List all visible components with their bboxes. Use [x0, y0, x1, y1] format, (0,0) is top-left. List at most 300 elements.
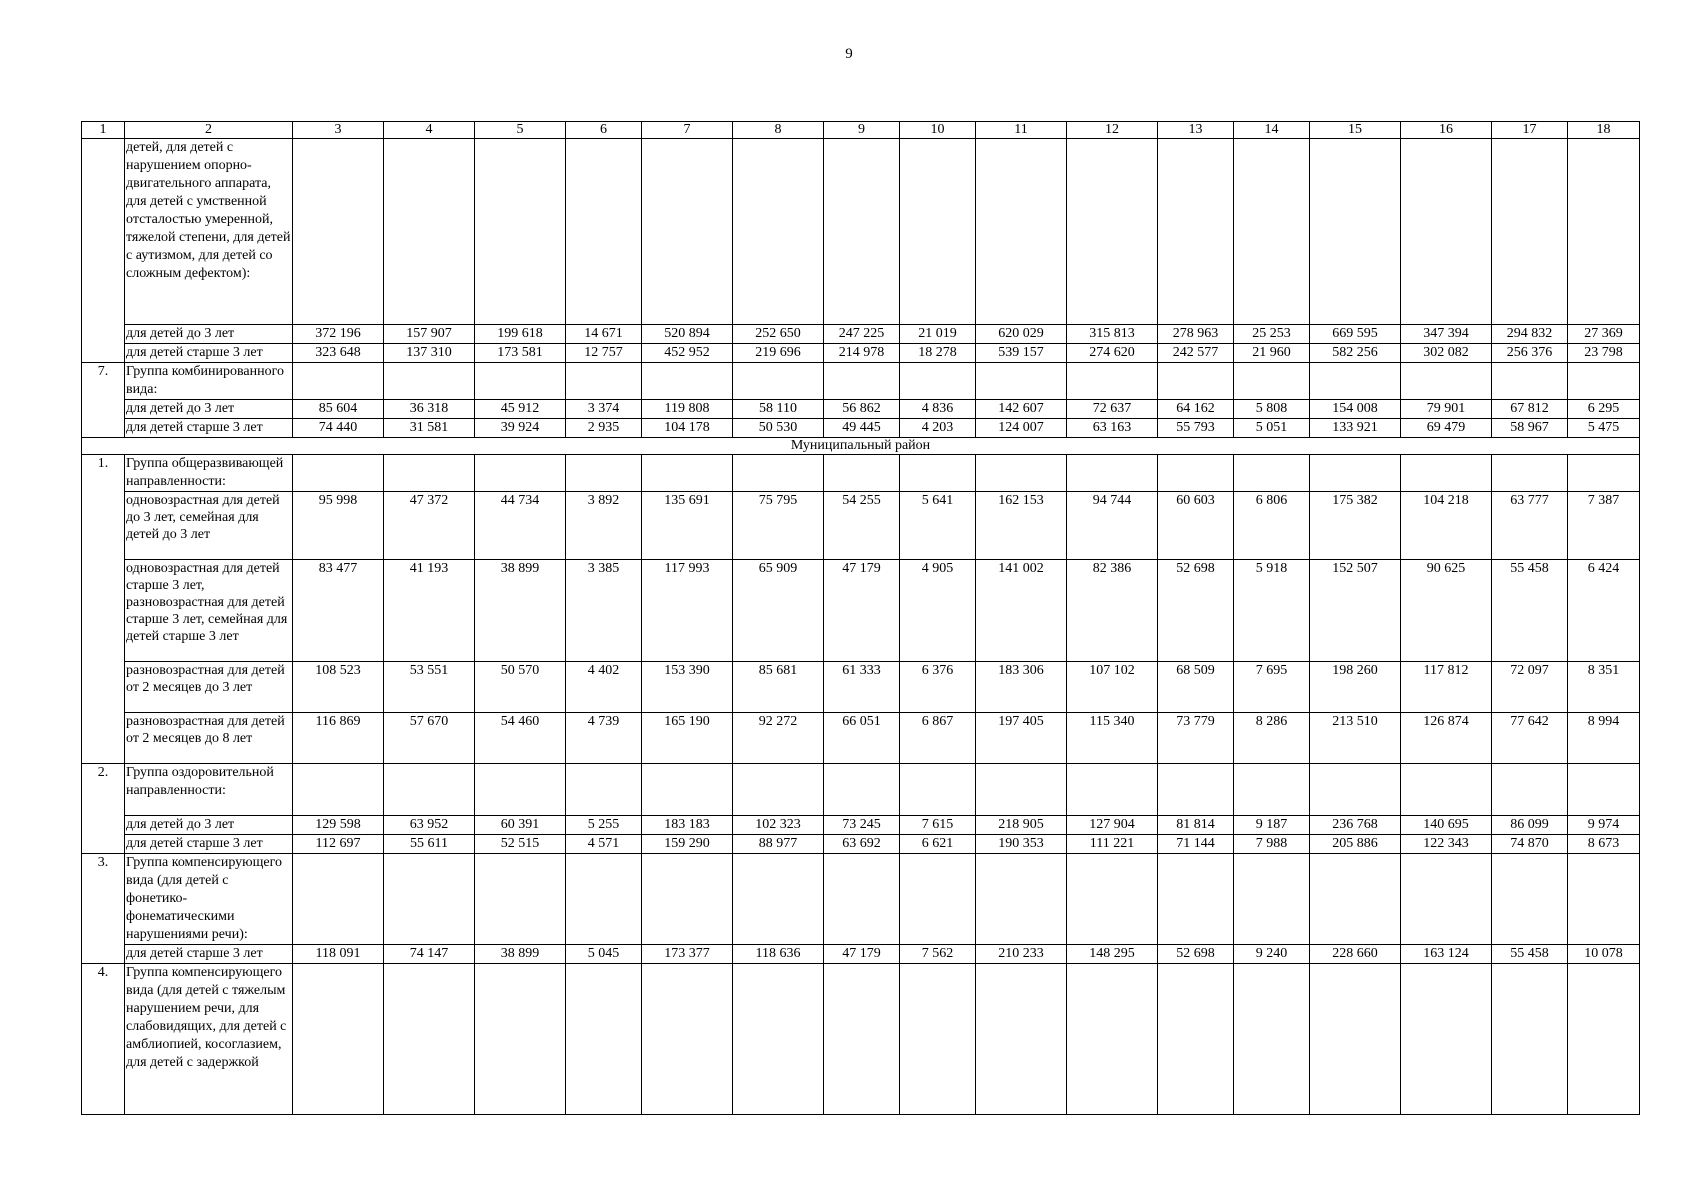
empty-cell: [1568, 964, 1640, 1115]
row-label: для детей до 3 лет: [125, 400, 293, 419]
empty-cell: [1492, 455, 1568, 492]
empty-cell: [976, 854, 1067, 945]
empty-cell: [824, 363, 900, 400]
value-cell: 8 286: [1234, 713, 1310, 764]
value-cell: 47 372: [384, 492, 475, 560]
value-cell: 126 874: [1401, 713, 1492, 764]
value-cell: 82 386: [1067, 560, 1158, 662]
table-row: [82, 662, 1640, 713]
value-cell: 55 611: [384, 835, 475, 854]
value-cell: 135 691: [642, 492, 733, 560]
value-cell: 294 832: [1492, 325, 1568, 344]
value-cell: 61 333: [824, 662, 900, 713]
value-cell: 60 391: [475, 816, 566, 835]
value-cell: 302 082: [1401, 344, 1492, 363]
tariff-table: [81, 121, 1640, 1115]
value-cell: 56 862: [824, 400, 900, 419]
value-cell: 52 515: [475, 835, 566, 854]
empty-cell: [293, 455, 384, 492]
value-cell: 3 374: [566, 400, 642, 419]
empty-cell: [733, 455, 824, 492]
empty-cell: [1492, 964, 1568, 1115]
value-cell: 73 245: [824, 816, 900, 835]
value-cell: 236 768: [1310, 816, 1401, 835]
empty-cell: [475, 139, 566, 325]
empty-cell: [976, 363, 1067, 400]
empty-cell: [384, 964, 475, 1115]
empty-cell: [1158, 455, 1234, 492]
value-cell: 218 905: [976, 816, 1067, 835]
empty-cell: [1067, 764, 1158, 816]
value-cell: 183 306: [976, 662, 1067, 713]
value-cell: 65 909: [733, 560, 824, 662]
group-row: [82, 964, 1640, 1115]
value-cell: 74 440: [293, 419, 384, 438]
value-cell: 21 019: [900, 325, 976, 344]
value-cell: 7 695: [1234, 662, 1310, 713]
empty-cell: [566, 854, 642, 945]
empty-cell: [824, 964, 900, 1115]
value-cell: 159 290: [642, 835, 733, 854]
empty-cell: [1310, 854, 1401, 945]
value-cell: 41 193: [384, 560, 475, 662]
value-cell: 190 353: [976, 835, 1067, 854]
row-label: для детей до 3 лет: [125, 816, 293, 835]
row-label: одновозрастная для детей до 3 лет, семейная для детей до 3 лет: [125, 492, 293, 560]
value-cell: 520 894: [642, 325, 733, 344]
value-cell: 3 385: [566, 560, 642, 662]
value-cell: 38 899: [475, 560, 566, 662]
section-row: [82, 438, 1640, 455]
value-cell: 219 696: [733, 344, 824, 363]
value-cell: 38 899: [475, 945, 566, 964]
value-cell: 3 892: [566, 492, 642, 560]
value-cell: 115 340: [1067, 713, 1158, 764]
header-cell: 12: [1067, 122, 1158, 139]
value-cell: 140 695: [1401, 816, 1492, 835]
empty-cell: [1492, 139, 1568, 325]
value-cell: 4 836: [900, 400, 976, 419]
empty-cell: [384, 854, 475, 945]
page-number: 9: [845, 46, 853, 62]
value-cell: 4 402: [566, 662, 642, 713]
empty-cell: [566, 964, 642, 1115]
header-cell: 18: [1568, 122, 1640, 139]
empty-cell: [475, 854, 566, 945]
value-cell: 64 162: [1158, 400, 1234, 419]
empty-cell: [566, 363, 642, 400]
header-cell: 3: [293, 122, 384, 139]
value-cell: 116 869: [293, 713, 384, 764]
value-cell: 94 744: [1067, 492, 1158, 560]
empty-cell: [1492, 764, 1568, 816]
empty-cell: [475, 764, 566, 816]
value-cell: 228 660: [1310, 945, 1401, 964]
value-cell: 6 621: [900, 835, 976, 854]
empty-cell: [384, 139, 475, 325]
value-cell: 142 607: [976, 400, 1067, 419]
empty-cell: [976, 764, 1067, 816]
value-cell: 119 808: [642, 400, 733, 419]
empty-cell: [733, 964, 824, 1115]
table-row: [82, 344, 1640, 363]
row-label: разновозрастная для детей от 2 месяцев до 3 лет: [125, 662, 293, 713]
value-cell: 58 967: [1492, 419, 1568, 438]
value-cell: 256 376: [1492, 344, 1568, 363]
empty-cell: [293, 363, 384, 400]
empty-cell: [1401, 139, 1492, 325]
value-cell: 47 179: [824, 945, 900, 964]
value-cell: 67 812: [1492, 400, 1568, 419]
empty-cell: [900, 764, 976, 816]
group-index: 2.: [82, 764, 125, 854]
row-label: для детей старше 3 лет: [125, 835, 293, 854]
value-cell: 9 974: [1568, 816, 1640, 835]
group-label: Группа компенсирующего вида (для детей с тяжелым нарушением речи, для слабовидящих, для детей с амблиопией, косоглазием, для детей с задержкой: [125, 964, 293, 1115]
empty-cell: [1310, 139, 1401, 325]
empty-cell: [1158, 964, 1234, 1115]
empty-cell: [733, 363, 824, 400]
value-cell: 148 295: [1067, 945, 1158, 964]
row-label: для детей старше 3 лет: [125, 344, 293, 363]
value-cell: 55 458: [1492, 945, 1568, 964]
value-cell: 157 907: [384, 325, 475, 344]
empty-cell: [1568, 363, 1640, 400]
value-cell: 129 598: [293, 816, 384, 835]
empty-cell: [1234, 139, 1310, 325]
value-cell: 247 225: [824, 325, 900, 344]
row-label: для детей до 3 лет: [125, 325, 293, 344]
value-cell: 85 681: [733, 662, 824, 713]
value-cell: 8 351: [1568, 662, 1640, 713]
value-cell: 9 240: [1234, 945, 1310, 964]
value-cell: 111 221: [1067, 835, 1158, 854]
table-row: [82, 419, 1640, 438]
value-cell: 5 641: [900, 492, 976, 560]
value-cell: 242 577: [1158, 344, 1234, 363]
value-cell: 25 253: [1234, 325, 1310, 344]
header-cell: 7: [642, 122, 733, 139]
empty-cell: [1310, 764, 1401, 816]
value-cell: 347 394: [1401, 325, 1492, 344]
value-cell: 104 218: [1401, 492, 1492, 560]
value-cell: 50 570: [475, 662, 566, 713]
empty-cell: [824, 854, 900, 945]
value-cell: 5 918: [1234, 560, 1310, 662]
value-cell: 23 798: [1568, 344, 1640, 363]
empty-cell: [1568, 764, 1640, 816]
empty-cell: [900, 363, 976, 400]
empty-cell: [1234, 363, 1310, 400]
value-cell: 71 144: [1158, 835, 1234, 854]
value-cell: 539 157: [976, 344, 1067, 363]
value-cell: 31 581: [384, 419, 475, 438]
empty-cell: [1310, 964, 1401, 1115]
group-label: детей, для детей с нарушением опорно-двигательного аппарата, для детей с умственной отсталостью умеренной, тяжелой степени, для детей с аутизмом, для детей со сложным дефектом):: [125, 139, 293, 325]
value-cell: 183 183: [642, 816, 733, 835]
empty-cell: [824, 764, 900, 816]
value-cell: 63 692: [824, 835, 900, 854]
value-cell: 8 994: [1568, 713, 1640, 764]
group-index: [82, 139, 125, 363]
value-cell: 55 793: [1158, 419, 1234, 438]
value-cell: 154 008: [1310, 400, 1401, 419]
value-cell: 63 163: [1067, 419, 1158, 438]
empty-cell: [293, 764, 384, 816]
value-cell: 6 376: [900, 662, 976, 713]
value-cell: 53 551: [384, 662, 475, 713]
value-cell: 127 904: [1067, 816, 1158, 835]
empty-cell: [1234, 964, 1310, 1115]
value-cell: 27 369: [1568, 325, 1640, 344]
header-cell: 9: [824, 122, 900, 139]
value-cell: 73 779: [1158, 713, 1234, 764]
value-cell: 88 977: [733, 835, 824, 854]
header-cell: 6: [566, 122, 642, 139]
empty-cell: [293, 139, 384, 325]
value-cell: 5 255: [566, 816, 642, 835]
value-cell: 102 323: [733, 816, 824, 835]
value-cell: 39 924: [475, 419, 566, 438]
header-cell: 8: [733, 122, 824, 139]
value-cell: 72 637: [1067, 400, 1158, 419]
empty-cell: [1158, 764, 1234, 816]
value-cell: 210 233: [976, 945, 1067, 964]
value-cell: 52 698: [1158, 945, 1234, 964]
empty-cell: [1401, 455, 1492, 492]
value-cell: 5 045: [566, 945, 642, 964]
value-cell: 95 998: [293, 492, 384, 560]
empty-cell: [1158, 363, 1234, 400]
table-row: [82, 945, 1640, 964]
empty-cell: [1401, 764, 1492, 816]
empty-cell: [976, 139, 1067, 325]
value-cell: 57 670: [384, 713, 475, 764]
empty-cell: [1067, 964, 1158, 1115]
empty-cell: [900, 854, 976, 945]
empty-cell: [733, 139, 824, 325]
value-cell: 47 179: [824, 560, 900, 662]
header-cell: 14: [1234, 122, 1310, 139]
value-cell: 108 523: [293, 662, 384, 713]
value-cell: 68 509: [1158, 662, 1234, 713]
empty-cell: [384, 455, 475, 492]
empty-cell: [475, 455, 566, 492]
value-cell: 173 581: [475, 344, 566, 363]
empty-cell: [900, 139, 976, 325]
group-row: [82, 854, 1640, 945]
value-cell: 198 260: [1310, 662, 1401, 713]
value-cell: 72 097: [1492, 662, 1568, 713]
value-cell: 582 256: [1310, 344, 1401, 363]
empty-cell: [642, 139, 733, 325]
empty-cell: [900, 964, 976, 1115]
empty-cell: [642, 455, 733, 492]
value-cell: 69 479: [1401, 419, 1492, 438]
value-cell: 8 673: [1568, 835, 1640, 854]
value-cell: 323 648: [293, 344, 384, 363]
value-cell: 14 671: [566, 325, 642, 344]
empty-cell: [1492, 363, 1568, 400]
value-cell: 6 806: [1234, 492, 1310, 560]
empty-cell: [1310, 363, 1401, 400]
value-cell: 4 571: [566, 835, 642, 854]
value-cell: 112 697: [293, 835, 384, 854]
empty-cell: [1401, 363, 1492, 400]
empty-cell: [1067, 139, 1158, 325]
empty-cell: [475, 964, 566, 1115]
value-cell: 63 952: [384, 816, 475, 835]
group-row: [82, 363, 1640, 400]
value-cell: 83 477: [293, 560, 384, 662]
empty-cell: [1067, 455, 1158, 492]
header-cell: 1: [82, 122, 125, 139]
value-cell: 278 963: [1158, 325, 1234, 344]
empty-cell: [293, 854, 384, 945]
group-row: [82, 455, 1640, 492]
value-cell: 74 147: [384, 945, 475, 964]
value-cell: 107 102: [1067, 662, 1158, 713]
empty-cell: [1234, 764, 1310, 816]
empty-cell: [566, 139, 642, 325]
empty-cell: [1158, 139, 1234, 325]
value-cell: 163 124: [1401, 945, 1492, 964]
value-cell: 45 912: [475, 400, 566, 419]
empty-cell: [642, 964, 733, 1115]
value-cell: 74 870: [1492, 835, 1568, 854]
value-cell: 50 530: [733, 419, 824, 438]
group-index: 4.: [82, 964, 125, 1115]
value-cell: 372 196: [293, 325, 384, 344]
value-cell: 7 387: [1568, 492, 1640, 560]
empty-cell: [1568, 139, 1640, 325]
value-cell: 117 993: [642, 560, 733, 662]
empty-cell: [733, 764, 824, 816]
empty-cell: [1158, 854, 1234, 945]
group-label: Группа общеразвивающей направленности:: [125, 455, 293, 492]
value-cell: 52 698: [1158, 560, 1234, 662]
empty-cell: [824, 139, 900, 325]
empty-cell: [1568, 455, 1640, 492]
value-cell: 5 808: [1234, 400, 1310, 419]
value-cell: 274 620: [1067, 344, 1158, 363]
value-cell: 117 812: [1401, 662, 1492, 713]
value-cell: 213 510: [1310, 713, 1401, 764]
value-cell: 133 921: [1310, 419, 1401, 438]
value-cell: 63 777: [1492, 492, 1568, 560]
empty-cell: [1401, 854, 1492, 945]
row-label: разновозрастная для детей от 2 месяцев до 8 лет: [125, 713, 293, 764]
value-cell: 4 739: [566, 713, 642, 764]
group-row: [82, 139, 1640, 325]
value-cell: 153 390: [642, 662, 733, 713]
value-cell: 6 424: [1568, 560, 1640, 662]
value-cell: 9 187: [1234, 816, 1310, 835]
empty-cell: [1310, 455, 1401, 492]
value-cell: 12 757: [566, 344, 642, 363]
value-cell: 7 615: [900, 816, 976, 835]
empty-cell: [642, 854, 733, 945]
value-cell: 10 078: [1568, 945, 1640, 964]
value-cell: 44 734: [475, 492, 566, 560]
header-cell: 16: [1401, 122, 1492, 139]
table-row: [82, 325, 1640, 344]
value-cell: 118 091: [293, 945, 384, 964]
value-cell: 165 190: [642, 713, 733, 764]
value-cell: 75 795: [733, 492, 824, 560]
value-cell: 205 886: [1310, 835, 1401, 854]
value-cell: 452 952: [642, 344, 733, 363]
group-label: Группа комбинированного вида:: [125, 363, 293, 400]
row-label: для детей старше 3 лет: [125, 419, 293, 438]
empty-cell: [642, 764, 733, 816]
value-cell: 141 002: [976, 560, 1067, 662]
section-title: Муниципальный район: [82, 438, 1640, 455]
value-cell: 214 978: [824, 344, 900, 363]
value-cell: 152 507: [1310, 560, 1401, 662]
header-cell: 10: [900, 122, 976, 139]
value-cell: 124 007: [976, 419, 1067, 438]
empty-cell: [384, 363, 475, 400]
header-cell: 5: [475, 122, 566, 139]
value-cell: 6 867: [900, 713, 976, 764]
empty-cell: [733, 854, 824, 945]
row-label: одновозрастная для детей старше 3 лет, разновозрастная для детей старше 3 лет, семейная для детей старше 3 лет: [125, 560, 293, 662]
row-label: для детей старше 3 лет: [125, 945, 293, 964]
empty-cell: [1492, 854, 1568, 945]
empty-cell: [824, 455, 900, 492]
value-cell: 137 310: [384, 344, 475, 363]
value-cell: 4 203: [900, 419, 976, 438]
value-cell: 4 905: [900, 560, 976, 662]
value-cell: 173 377: [642, 945, 733, 964]
table-row: [82, 816, 1640, 835]
empty-cell: [475, 363, 566, 400]
value-cell: 175 382: [1310, 492, 1401, 560]
value-cell: 79 901: [1401, 400, 1492, 419]
value-cell: 81 814: [1158, 816, 1234, 835]
empty-cell: [1234, 455, 1310, 492]
value-cell: 199 618: [475, 325, 566, 344]
value-cell: 7 988: [1234, 835, 1310, 854]
table-row: [82, 400, 1640, 419]
value-cell: 85 604: [293, 400, 384, 419]
table-row: [82, 560, 1640, 662]
value-cell: 162 153: [976, 492, 1067, 560]
group-row: [82, 764, 1640, 816]
value-cell: 90 625: [1401, 560, 1492, 662]
header-cell: 13: [1158, 122, 1234, 139]
group-index: 1.: [82, 455, 125, 764]
value-cell: 21 960: [1234, 344, 1310, 363]
empty-cell: [566, 764, 642, 816]
empty-cell: [1067, 363, 1158, 400]
value-cell: 58 110: [733, 400, 824, 419]
value-cell: 77 642: [1492, 713, 1568, 764]
empty-cell: [976, 964, 1067, 1115]
value-cell: 55 458: [1492, 560, 1568, 662]
value-cell: 197 405: [976, 713, 1067, 764]
header-cell: 11: [976, 122, 1067, 139]
empty-cell: [976, 455, 1067, 492]
empty-cell: [900, 455, 976, 492]
value-cell: 252 650: [733, 325, 824, 344]
value-cell: 2 935: [566, 419, 642, 438]
value-cell: 669 595: [1310, 325, 1401, 344]
value-cell: 54 460: [475, 713, 566, 764]
value-cell: 36 318: [384, 400, 475, 419]
header-row: [82, 122, 1640, 139]
